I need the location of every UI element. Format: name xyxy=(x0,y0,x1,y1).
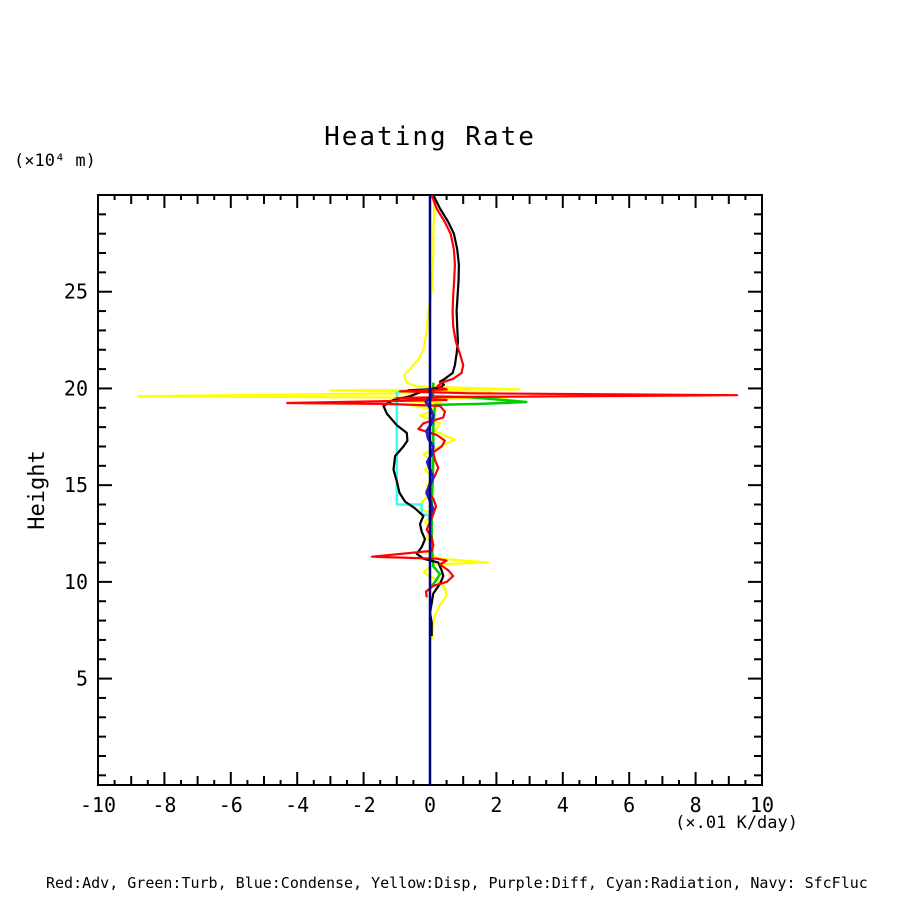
x-tick-label: 0 xyxy=(423,793,437,817)
y-tick-label: 15 xyxy=(63,473,88,498)
x-tick-label: -8 xyxy=(152,793,177,817)
x-axis-unit-label: (×.01 K/day) xyxy=(675,813,798,833)
y-tick-label: 5 xyxy=(75,666,88,691)
x-tick-label: -2 xyxy=(351,793,376,817)
y-tick-label: 25 xyxy=(63,279,88,304)
x-tick-label: 6 xyxy=(623,793,636,817)
series-red-line xyxy=(287,195,737,597)
x-tick-label: 4 xyxy=(556,793,569,817)
x-tick-label: -6 xyxy=(218,793,243,817)
y-axis-unit-label: (×10⁴ m) xyxy=(14,151,96,171)
x-tick-label: 10 xyxy=(749,793,775,817)
x-tick-label: 8 xyxy=(689,793,702,817)
x-tick-label: -10 xyxy=(79,793,117,817)
y-tick-label: 20 xyxy=(63,376,88,401)
series-yellow-line xyxy=(138,195,520,640)
legend-text: Red:Adv, Green:Turb, Blue:Condense, Yellow:Disp, Purple:Diff, Cyan:Radiation, Navy: SfcFluc xyxy=(46,874,868,892)
series-green-line xyxy=(432,383,527,586)
y-tick-label: 10 xyxy=(63,569,88,594)
chart-title: Heating Rate xyxy=(324,122,536,152)
x-tick-label: 2 xyxy=(490,793,503,817)
x-tick-label: -4 xyxy=(285,793,310,817)
series-lines xyxy=(138,195,737,785)
y-axis-tick-labels xyxy=(64,280,88,691)
y-axis-label: Height xyxy=(25,450,50,530)
